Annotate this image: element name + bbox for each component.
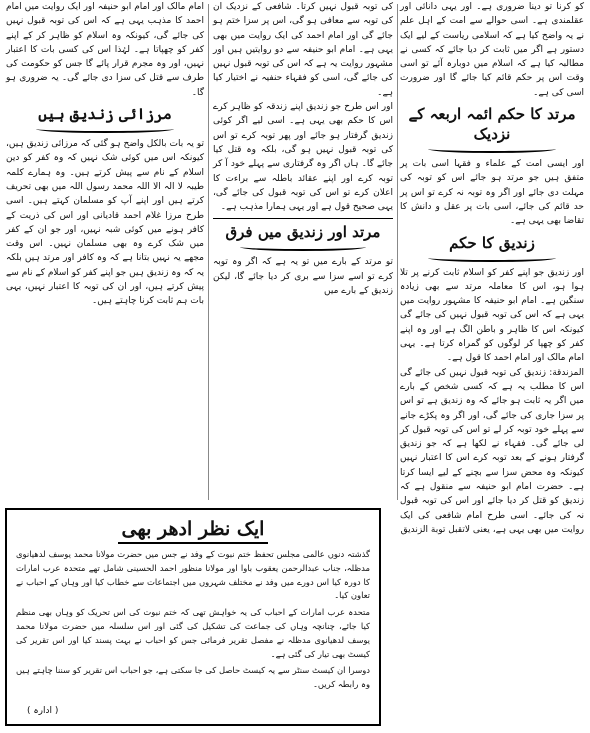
heading-underline xyxy=(428,145,557,153)
notice-body xyxy=(16,548,370,692)
left-paragraph-1: امام مالک اور امام ابو حنیفہ اور ایک روایت میں امام احمد کا مذہب یہی ہے کہ اس کی توبہ قبول نہیں کی جائے گی، کیونکہ وہ اسلام کو ظاہر کر کے اپنے کفر کو چھپاتا ہے۔ لہٰذا اس کی کسی بات کا اعتبار نہیں، اور وہ مجرم قرار پائے گا جس کو حکومت کی طرف سے قتل کی سزا دی جائے گی۔ یہ ضروری ہو گا۔ xyxy=(6,2,204,98)
heading-difference: مرتد اور زندیق میں فرق xyxy=(213,218,393,251)
left-paragraph-2: تو یہ بات بالکل واضح ہو گئی کہ مرزائی زندیق ہیں، کیونکہ اس میں کوئی شک نہیں کہ وہ کفر کو دین اسلام کے نام سے پیش کرتے ہیں۔ وہ ہمارے کلمہ طیبہ لا الہ الا اللہ محمد رسول اللہ میں بھی تحریف کرتے ہیں اور اپنے آپ کو مسلمان کہتے ہیں۔ اسی طرح مرزا غلام احمد قادیانی اور اس کی ذریت کے کافر ہونے میں کوئی شبہ نہیں، اور جو ان کے کفر میں شک کرے وہ بھی مسلمان نہیں۔ اس وقت مجھے یہ نہیں بتانا ہے کہ وہ کافر اور مرتد ہیں بلکہ یہ کہ وہ زندیق ہیں جو اپنے کفر کو اسلام کے نام سے پیش کرتے ہیں، اور ان کی توبہ کا اعتبار نہیں، یہی بات ہم ثابت کرنا چاہتے ہیں۔ xyxy=(6,139,204,307)
right-paragraph-2: اور ایسی امت کے علماء و فقہا اسی بات پر متفق ہیں جو مرتد ہو جائے اس کو توبہ کی مہلت دی جائے اور اگر وہ توبہ نہ کرے تو اس پر حد قائم کی جائے، اسی بات پر عقل و دانش کا تقاضا بھی یہی ہے۔ xyxy=(400,159,584,227)
heading-underline xyxy=(36,125,175,133)
notice-title: ایک نظر ادھر بھی xyxy=(16,516,370,544)
middle-paragraph-2: اور اس طرح جو زندیق اپنے زندقہ کو ظاہر کرے اس کا حکم بھی یہی ہے۔ اسی لیے اگر کوئی زندیق گرفتار ہو جائے اور پھر توبہ کرے تو اس کی توبہ قبول نہیں ہو گی، بلکہ وہ قتل کیا جائے گا۔ ہاں اگر وہ گرفتاری سے پہلے خود آ کر توبہ کرے اور اپنے عقائد باطلہ سے براءت کا اعلان کرے تو اس کی توبہ قبول کی جائے گی، یہی صحیح قول ہے اور یہی ہمارا مذہب ہے۔ xyxy=(213,102,393,213)
notice-box xyxy=(5,508,381,726)
right-paragraph-4: المزندقة: زندیق کی توبہ قبول نہیں کی جائے گی اس کا مطلب یہ ہے کہ کسی شخص کے بارے میں اگر یہ ثابت ہو جائے کہ وہ زندیق ہے تو اس پر سزا جاری کی جائے گی، اور اگر وہ پکڑے جانے سے پہلے خود توبہ کر لے تو اس کی توبہ قبول کر لی جائے گی۔ فقہاء نے لکھا ہے کہ جو زندیق گرفتار ہونے کے بعد توبہ کرے اس کا اعتبار نہیں کیونکہ وہ محض سزا سے بچنے کے لیے ایسا کرتا ہے۔ حضرت امام ابو حنیفہ سے منقول ہے کہ زندیق کو قتل کر دیا جائے اور اس کی توبہ قبول نہ کی جائے۔ اسی طرح امام شافعی کی ایک روایت میں بھی یہی ہے، یعنی لاتقبل توبة الزنديق xyxy=(400,367,584,535)
notice-paragraph-3: دوسرا ان کیسٹ سنٹر سے یہ کیسٹ حاصل کی جا سکتی ہے، جو احباب اس تقریر کو سننا چاہتے ہیں وہ رابطہ کریں۔ xyxy=(16,665,370,690)
notice-paragraph-1: گذشتہ دنوں عالمی مجلس تحفظ ختم نبوت کے وفد نے جس میں حضرت مولانا محمد یوسف لدھیانوی مدظلہ، جناب عبدالرحمن یعقوب باوا اور مولانا منظور احمد الحسینی شامل تھے متحدہ عرب امارات کا دورہ کیا اس دورے میں وفد نے مختلف شہروں میں اجتماعات سے خطاب کیا اور وہاں کے احباب نے تعاون کیا۔ xyxy=(16,549,370,601)
notice-paragraph-2: متحدہ عرب امارات کے احباب کی یہ خواہش تھی کہ ختم نبوت کی اس تحریک کو وہاں بھی منظم کیا جائے، چنانچہ وہاں کی جماعت کی تشکیل کی گئی اور اس سلسلہ میں حضرت مولانا محمد یوسف لدھیانوی مدظلہ نے مفصل تقریر فرمائی جس کو احباب نے بہت پسند کیا اور اس تقریر کی کیسٹ بھی تیار کی گئی ہے۔ xyxy=(16,607,370,659)
right-paragraph-1: کو کرنا تو دینا ضروری ہے۔ اور یہی دانائی اور عقلمندی ہے۔ اسی حوالے سے امت کے اہل علم نے یہ واضح کیا ہے کہ اسلامی ریاست کے لیے ایک دستور ہے اگر میں ثابت کر دیا جائے کہ کسی نے مطالبہ کیا ہے کہ اسلام میں دوبارہ آئے تو اسی وقت اس پر حکم قائم کیا جائے گا اور ضرورت اسی کی ہے۔ xyxy=(400,2,584,98)
column-divider xyxy=(208,4,209,500)
heading-underline xyxy=(428,254,557,262)
middle-paragraph-1: کی توبہ قبول نہیں کرتا۔ شافعی کے نزدیک ان کی توبہ سے معافی ہو گی، اس پر سزا ختم ہو جائے گی اور امام احمد کی ایک روایت میں بھی یہی ہے۔ امام ابو حنیفہ سے دو روایتیں ہیں اور مشہور روایت یہ ہے کہ اس کی توبہ قبول نہیں کی جائے گی، اسی کو فقہاء حنفیہ نے اختیار کیا ہے۔ xyxy=(213,2,393,98)
right-column xyxy=(400,0,584,535)
right-paragraph-3: اور زندیق جو اپنے کفر کو اسلام ثابت کرنے پر تلا ہوا ہو، اس کا معاملہ مرتد سے بھی زیادہ سنگین ہے۔ امام ابو حنیفہ کا مشہور روایت میں یہی ہے کہ اس کی توبہ قبول نہیں کی جائے گی کیونکہ اس کا ظاہر و باطن الگ ہے اور وہ اپنے کفر کو چھپا کر لوگوں کو گمراہ کرتا ہے۔ یہی امام مالک اور امام احمد کا قول ہے۔ xyxy=(400,267,584,364)
middle-paragraph-3: تو مرتد کے بارے میں تو یہ ہے کہ اگر وہ توبہ کرے تو اسے سزا سے بری کر دیا جائے گا، لیکن زندیق کے بارے میں xyxy=(213,257,393,297)
middle-column xyxy=(213,0,393,503)
left-column xyxy=(6,0,204,503)
heading-mirzais-zindiq: مرزائی زندیق ہیں xyxy=(6,104,204,133)
title-underline xyxy=(118,542,268,544)
heading-zindiq-ruling: زندیق کا حکم xyxy=(400,233,584,262)
heading-underline xyxy=(240,243,366,251)
notice-signature: ( ادارہ ) xyxy=(27,706,59,716)
column-divider xyxy=(397,4,398,500)
heading-apostate-ruling: مرتد کا حکم ائمہ اربعہ کے نزدیک xyxy=(400,104,584,153)
